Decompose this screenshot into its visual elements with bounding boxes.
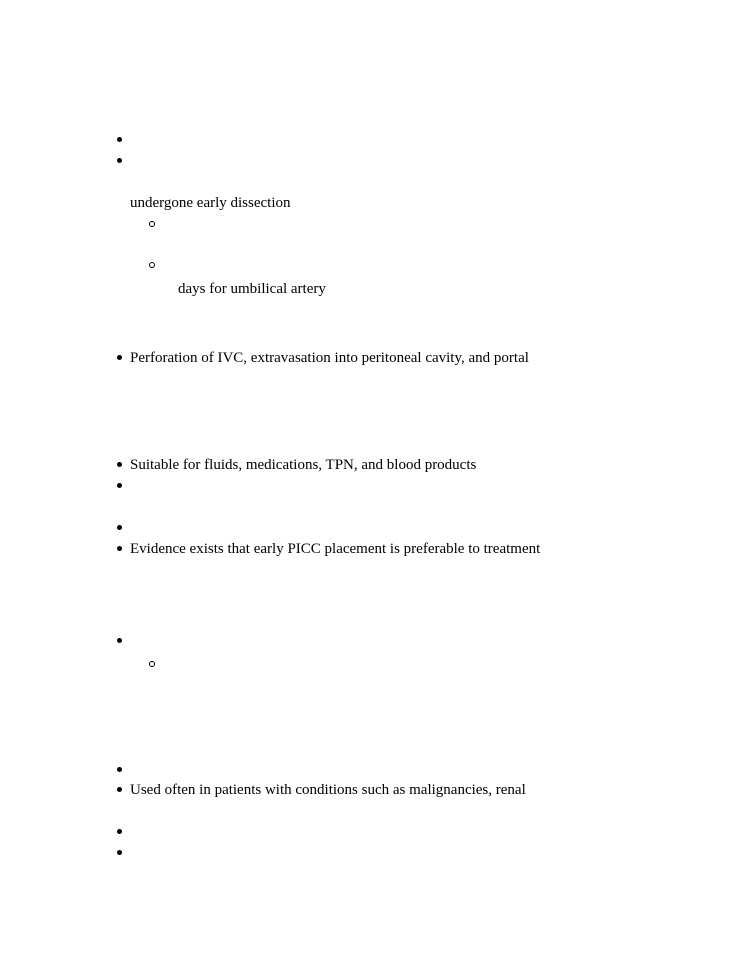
list-item-text-perforation: Perforation of IVC, extravasation into peritoneal cavity, and portal [130, 350, 529, 366]
list-item-text-evidence: Evidence exists that early PICC placement is preferable to treatment [130, 541, 541, 557]
list-item-suitable [130, 456, 476, 474]
list-item-perforation [130, 349, 529, 367]
list-item-text-suitable: Suitable for fluids, medications, TPN, and blood products [130, 457, 477, 473]
list-item-text-dissection: undergone early dissection [130, 195, 291, 211]
list-item-text-used-often: Used often in patients with conditions such as malignancies, renal [130, 782, 526, 798]
list-item-used-often [130, 781, 526, 799]
list-item-evidence [130, 540, 540, 558]
sub-list-item-text-umbilical: days for umbilical artery [178, 281, 326, 297]
